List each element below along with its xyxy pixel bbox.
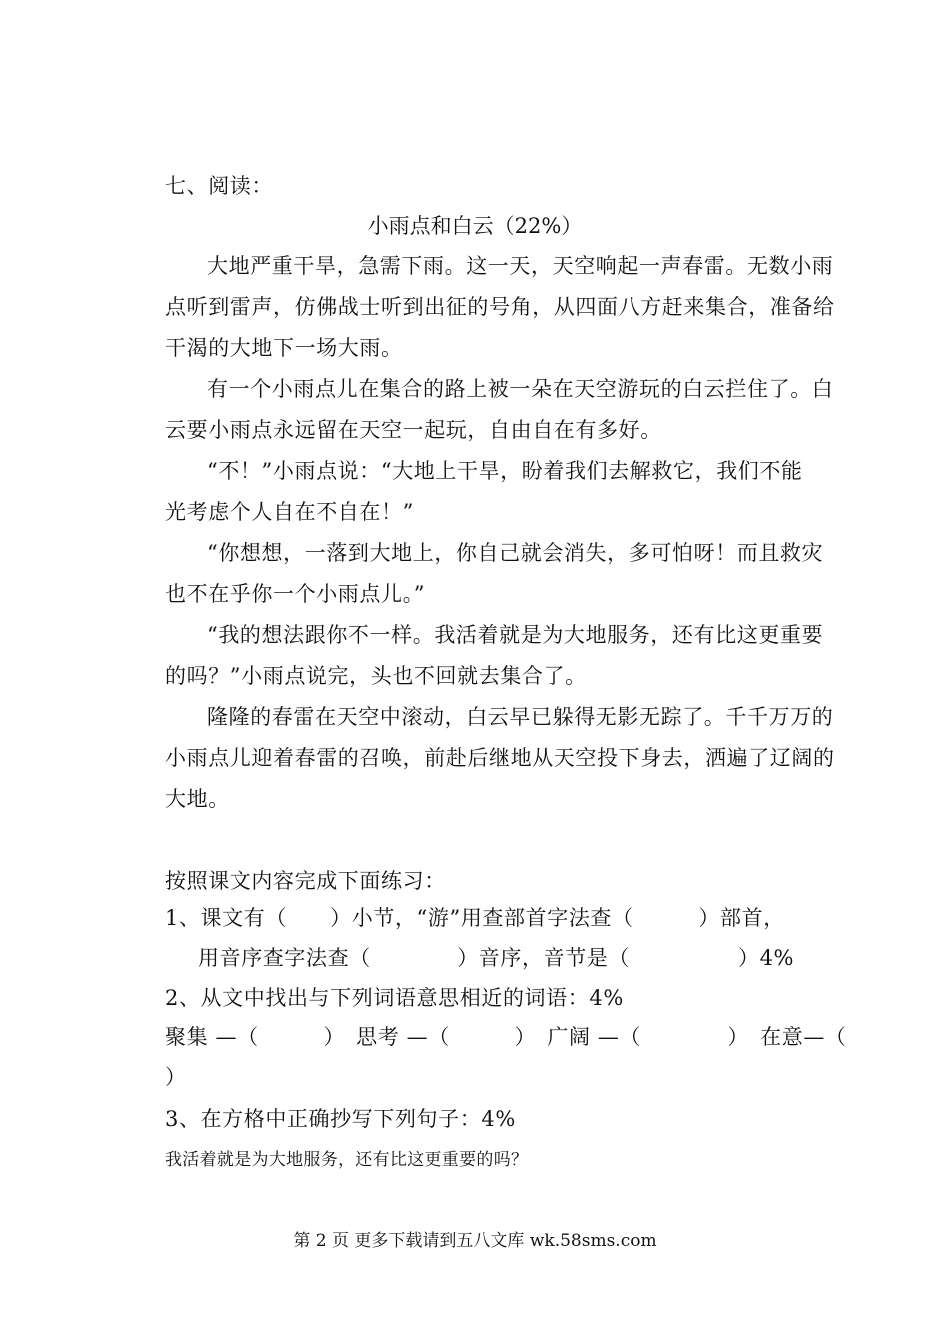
paragraph-5-line-2: 的吗？”小雨点说完，头也不回就去集合了。 bbox=[165, 664, 587, 688]
paragraph-6-line-2: 小雨点儿迎着春雷的召唤，前赴后继地从天空投下身去，洒遍了辽阔的 bbox=[165, 746, 835, 770]
question-2-line-2: 聚集 —（ ） 思考 —（ ） 广阔 —（ ） 在意—（ bbox=[165, 1025, 847, 1049]
paragraph-3-line-2: 光考虑个人自在不自在！” bbox=[165, 500, 414, 524]
page-footer: 第 2 页 更多下载请到五八文库 wk.58sms.com bbox=[293, 1231, 657, 1251]
paragraph-4-line-2: 也不在乎你一个小雨点儿。” bbox=[165, 582, 426, 606]
paragraph-1-line-2: 点听到雷声，仿佛战士听到出征的号角，从四面八方赶来集合，准备给 bbox=[165, 295, 835, 319]
paragraph-6-line-1: 隆隆的春雷在天空中滚动，白云早已躲得无影无踪了。千千万万的 bbox=[207, 705, 834, 729]
question-1-line-2: 用音序查字法查（ ）音序，音节是（ ）4% bbox=[198, 946, 795, 970]
paragraph-6-line-3: 大地。 bbox=[165, 787, 230, 811]
story-title: 小雨点和白云（22%） bbox=[367, 214, 583, 238]
paragraph-5-line-1: “我的想法跟你不一样。我活着就是为大地服务，还有比这更重要 bbox=[207, 623, 824, 647]
question-3-sentence: 我活着就是为大地服务，还有比这更重要的吗？ bbox=[165, 1150, 529, 1170]
question-2-line-1: 2、从文中找出与下列词语意思相近的词语：4% bbox=[165, 986, 624, 1010]
paragraph-2-line-1: 有一个小雨点儿在集合的路上被一朵在天空游玩的白云拦住了。白 bbox=[207, 377, 834, 401]
paragraph-1-line-1: 大地严重干旱，急需下雨。这一天，天空响起一声春雷。无数小雨 bbox=[207, 254, 834, 278]
paragraph-2-line-2: 云要小雨点永远留在天空一起玩，自由自在有多好。 bbox=[165, 418, 662, 442]
paragraph-1-line-3: 干渴的大地下一场大雨。 bbox=[165, 336, 403, 360]
paragraph-3-line-1: “不！”小雨点说：“大地上干旱，盼着我们去解救它，我们不能 bbox=[207, 459, 803, 483]
section-heading: 七、阅读： bbox=[165, 174, 273, 198]
exercise-instruction: 按照课文内容完成下面练习： bbox=[165, 869, 446, 893]
question-3-line-1: 3、在方格中正确抄写下列句子：4% bbox=[165, 1107, 516, 1131]
question-1-line-1: 1、课文有（ ）小节，“游”用查部首字法查（ ）部首， bbox=[165, 906, 785, 930]
question-2-line-3: ） bbox=[165, 1065, 187, 1089]
paragraph-4-line-1: “你想想，一落到大地上，你自己就会消失，多可怕呀！而且救灾 bbox=[207, 541, 824, 565]
